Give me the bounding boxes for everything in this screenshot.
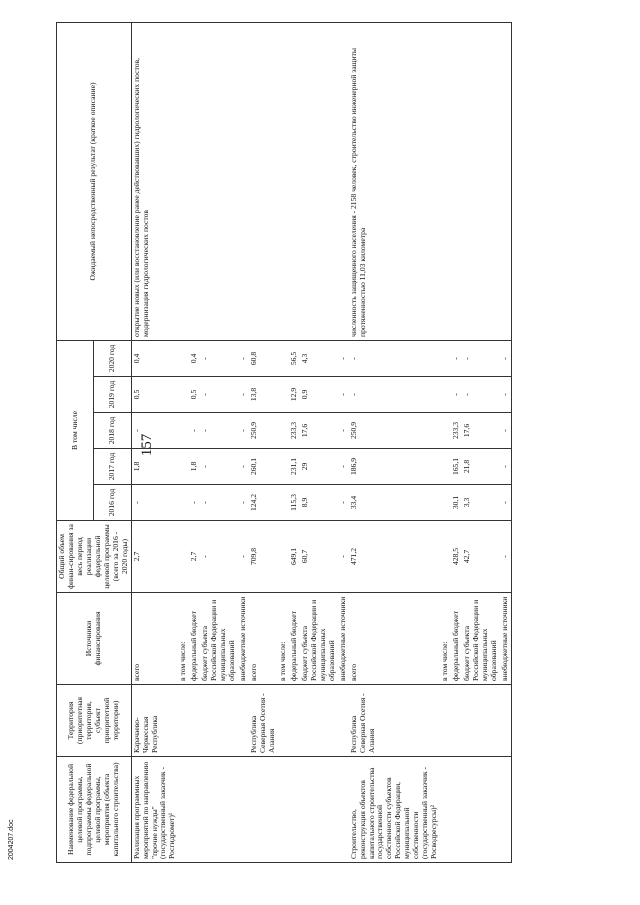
cell-y2019: 13,8: [249, 377, 278, 413]
cell-y2020: 0,4: [131, 340, 178, 376]
header-territory: Территория (приоритетная территория, субъект приоритетной территории): [57, 685, 132, 757]
table-row: [200, 22, 238, 862]
cell-total: 471,2: [349, 521, 441, 593]
cell-y2017: 29: [300, 449, 338, 485]
table-row: [189, 22, 200, 862]
cell-name: [249, 757, 278, 863]
cell-territory: [238, 685, 249, 757]
cell-y2018: -: [189, 413, 200, 449]
cell-y2020: 56,5: [289, 340, 300, 376]
cell-total: [278, 521, 289, 593]
cell-y2020: -: [349, 340, 441, 376]
cell-y2016: -: [131, 485, 178, 521]
cell-y2016: 8,9: [300, 485, 338, 521]
cell-name: [289, 757, 300, 863]
cell-y2017: 1,8: [131, 449, 178, 485]
cell-territory: [462, 685, 500, 757]
cell-source: всего: [131, 593, 178, 685]
header-including: В том числе: [57, 340, 94, 520]
footer-filename: 2004207.doc: [8, 819, 15, 860]
header-year-2016: 2016 год: [94, 485, 131, 521]
cell-source: всего: [249, 593, 278, 685]
cell-name: [278, 757, 289, 863]
cell-y2019: -: [238, 377, 249, 413]
cell-territory: [451, 685, 462, 757]
cell-territory: [440, 685, 451, 757]
cell-y2018: -: [131, 413, 178, 449]
cell-result: [249, 22, 278, 340]
cell-territory: [338, 685, 349, 757]
cell-total: -: [238, 521, 249, 593]
cell-source: всего: [349, 593, 441, 685]
cell-y2016: -: [500, 485, 511, 521]
cell-y2018: 250,9: [349, 413, 441, 449]
cell-y2020: -: [451, 340, 462, 376]
cell-source: внебюджетные источники: [338, 593, 349, 685]
cell-source: федеральный бюджет: [289, 593, 300, 685]
cell-y2019: -: [451, 377, 462, 413]
cell-name: [189, 757, 200, 863]
cell-total: [178, 521, 189, 593]
table-header: [57, 22, 132, 862]
cell-y2016: [278, 485, 289, 521]
cell-total: [440, 521, 451, 593]
table-row: [278, 22, 289, 862]
cell-y2020: -: [200, 340, 238, 376]
cell-territory: Карачаево-Черкесская Республика: [131, 685, 178, 757]
table-body: [131, 22, 511, 862]
cell-y2017: 21,8: [462, 449, 500, 485]
cell-y2017: [278, 449, 289, 485]
cell-source: федеральный бюджет: [189, 593, 200, 685]
cell-y2018: [278, 413, 289, 449]
cell-y2020: [440, 340, 451, 376]
cell-result: численность защищенного населения - 2158 человек, строительство инженерной защиты протяженностью 11,03 километра: [349, 22, 441, 340]
header-year-2019: 2019 год: [94, 377, 131, 413]
cell-y2020: -: [338, 340, 349, 376]
cell-total: 709,8: [249, 521, 278, 593]
cell-y2020: 60,8: [249, 340, 278, 376]
cell-result: [189, 22, 200, 340]
cell-total: -: [500, 521, 511, 593]
table-row: [462, 22, 500, 862]
cell-y2018: -: [338, 413, 349, 449]
cell-y2017: [178, 449, 189, 485]
cell-y2018: [440, 413, 451, 449]
cell-name: [451, 757, 462, 863]
cell-result: [300, 22, 338, 340]
cell-source: бюджет субъекта Российской Федерации и муниципальных образований: [300, 593, 338, 685]
cell-y2018: 250,9: [249, 413, 278, 449]
cell-y2019: [278, 377, 289, 413]
cell-y2016: [178, 485, 189, 521]
cell-source: в том числе:: [278, 593, 289, 685]
cell-y2017: -: [200, 449, 238, 485]
table-row: [289, 22, 300, 862]
cell-result: [178, 22, 189, 340]
cell-territory: [289, 685, 300, 757]
cell-territory: [278, 685, 289, 757]
cell-y2017: 231,1: [289, 449, 300, 485]
page-number: 157: [139, 433, 155, 457]
cell-y2019: -: [462, 377, 500, 413]
table-row: [500, 22, 511, 862]
cell-name: Реализация программных мероприятий по направлению "прочие нужды" (государственный заказчик - Росгидромет)¹: [131, 757, 178, 863]
cell-name: [238, 757, 249, 863]
cell-y2019: [178, 377, 189, 413]
cell-y2019: -: [500, 377, 511, 413]
cell-y2016: -: [189, 485, 200, 521]
cell-y2020: -: [500, 340, 511, 376]
cell-y2017: 165,1: [451, 449, 462, 485]
cell-territory: [500, 685, 511, 757]
cell-y2018: 233,3: [289, 413, 300, 449]
cell-y2019: -: [349, 377, 441, 413]
table-row: [238, 22, 249, 862]
cell-source: в том числе:: [440, 593, 451, 685]
cell-y2018: 17,6: [462, 413, 500, 449]
cell-territory: Республика Северная Осетия - Алания: [249, 685, 278, 757]
cell-y2020: [178, 340, 189, 376]
cell-territory: Республика Северная Осетия - Алания: [349, 685, 441, 757]
table-row: [338, 22, 349, 862]
cell-y2020: -: [462, 340, 500, 376]
cell-source: федеральный бюджет: [451, 593, 462, 685]
cell-result: [500, 22, 511, 340]
cell-y2019: [440, 377, 451, 413]
cell-y2020: -: [238, 340, 249, 376]
cell-total: -: [338, 521, 349, 593]
header-sources: Источники финансирования: [57, 593, 132, 685]
cell-total: 2,7: [131, 521, 178, 593]
cell-y2020: 4,3: [300, 340, 338, 376]
cell-name: Строительство, реконструкция объектов капитального строительства государственной собственности субъектов Российской Федерации, муниципальной собственности (государственный заказчик - Росводресурсы)²: [349, 757, 441, 863]
cell-y2018: 233,3: [451, 413, 462, 449]
cell-y2019: -: [200, 377, 238, 413]
cell-y2018: 17,6: [300, 413, 338, 449]
cell-result: [451, 22, 462, 340]
cell-y2019: 0,9: [300, 377, 338, 413]
cell-y2016: -: [200, 485, 238, 521]
table-row: [131, 22, 178, 862]
cell-territory: [200, 685, 238, 757]
cell-total: 2,7: [189, 521, 200, 593]
cell-name: [178, 757, 189, 863]
cell-y2019: -: [338, 377, 349, 413]
cell-result: открытие новых (или восстановление ранее действовавших) гидрологических постов, модернизация гидрологических постов: [131, 22, 178, 340]
cell-source: в том числе:: [178, 593, 189, 685]
header-total: Общий объем финан-сирования за весь период реализации федеральной целевой программы (всего за 2016 - 2020 годы): [57, 521, 132, 593]
cell-total: 649,1: [289, 521, 300, 593]
cell-y2016: -: [238, 485, 249, 521]
cell-y2018: -: [238, 413, 249, 449]
cell-name: [200, 757, 238, 863]
cell-y2016: -: [338, 485, 349, 521]
header-name: Наименование федеральной целевой программы, подпрограммы федеральной целевой программы, мероприятия (объекта капитального строительства): [57, 757, 132, 863]
header-year-2017: 2017 год: [94, 449, 131, 485]
cell-result: [338, 22, 349, 340]
cell-y2018: [178, 413, 189, 449]
cell-result: [200, 22, 238, 340]
cell-name: [440, 757, 451, 863]
cell-result: [278, 22, 289, 340]
cell-y2017: -: [338, 449, 349, 485]
cell-y2019: 0,5: [131, 377, 178, 413]
cell-y2020: 0,4: [189, 340, 200, 376]
cell-result: [289, 22, 300, 340]
cell-y2017: -: [238, 449, 249, 485]
cell-source: внебюджетные источники: [238, 593, 249, 685]
cell-y2017: 1,8: [189, 449, 200, 485]
cell-y2019: 0,5: [189, 377, 200, 413]
cell-y2016: 33,4: [349, 485, 441, 521]
cell-y2017: 186,9: [349, 449, 441, 485]
cell-source: бюджет субъекта Российской Федерации и муниципальных образований: [200, 593, 238, 685]
cell-y2017: -: [500, 449, 511, 485]
cell-total: -: [200, 521, 238, 593]
cell-y2018: -: [500, 413, 511, 449]
cell-territory: [189, 685, 200, 757]
cell-result: [462, 22, 500, 340]
table-row: [300, 22, 338, 862]
cell-y2019: 12,9: [289, 377, 300, 413]
cell-y2017: 260,1: [249, 449, 278, 485]
cell-y2016: [440, 485, 451, 521]
cell-y2020: [278, 340, 289, 376]
cell-result: [238, 22, 249, 340]
cell-total: 60,7: [300, 521, 338, 593]
cell-y2016: 115,3: [289, 485, 300, 521]
cell-y2016: 124,2: [249, 485, 278, 521]
header-result: Ожидаемый непосредственный результат (краткое описание): [57, 22, 132, 340]
cell-y2016: 3,3: [462, 485, 500, 521]
header-year-2020: 2020 год: [94, 340, 131, 376]
table-row: [249, 22, 278, 862]
cell-name: [462, 757, 500, 863]
header-year-2018: 2018 год: [94, 413, 131, 449]
cell-source: бюджет субъекта Российской Федерации и муниципальных образований: [462, 593, 500, 685]
cell-total: 42,7: [462, 521, 500, 593]
cell-result: [440, 22, 451, 340]
table-row: [440, 22, 451, 862]
financing-table: [56, 22, 512, 863]
cell-total: 428,5: [451, 521, 462, 593]
cell-territory: [178, 685, 189, 757]
cell-name: [338, 757, 349, 863]
cell-name: [300, 757, 338, 863]
table-row: [451, 22, 462, 862]
cell-territory: [300, 685, 338, 757]
table-row: [178, 22, 189, 862]
cell-y2017: [440, 449, 451, 485]
cell-y2018: -: [200, 413, 238, 449]
cell-source: внебюджетные источники: [500, 593, 511, 685]
cell-y2016: 30,1: [451, 485, 462, 521]
cell-name: [500, 757, 511, 863]
table-row: [349, 22, 441, 862]
